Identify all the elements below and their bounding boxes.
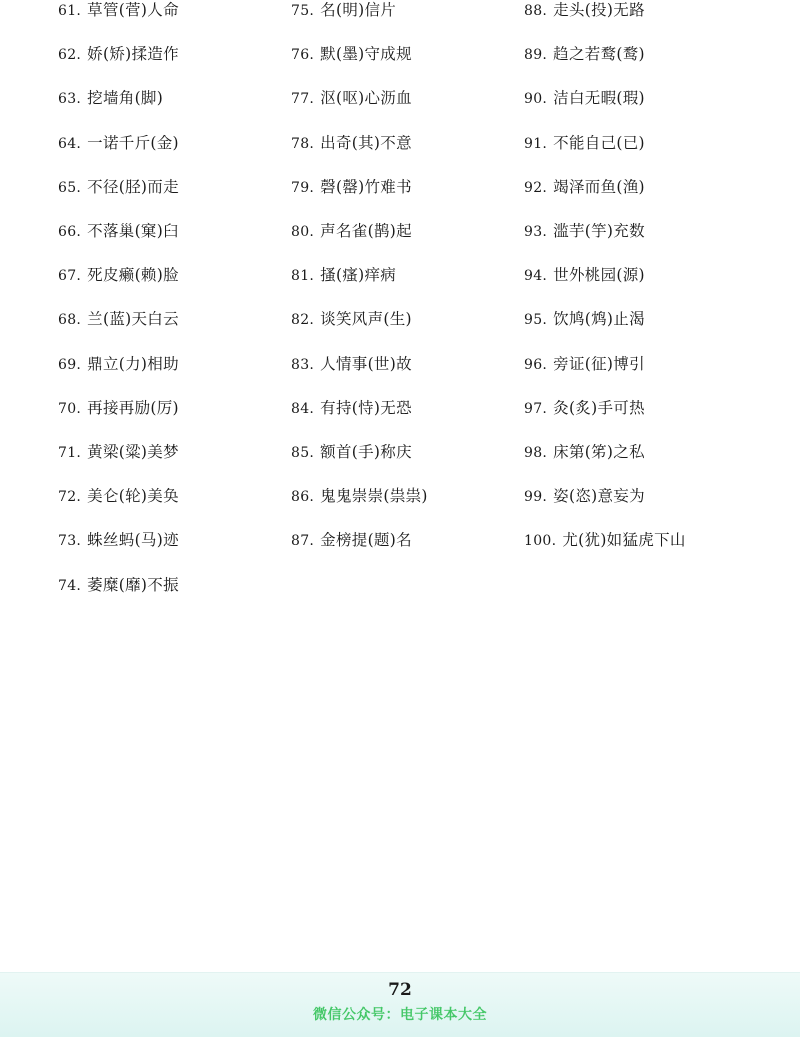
entry-item (524, 265, 645, 286)
entry-text: 沤(呕)心沥血 (320, 89, 412, 108)
entry-text: 不径(胫)而走 (87, 177, 179, 196)
entry-number: 74. (58, 577, 82, 594)
entry-text: 兰(蓝)天白云 (87, 310, 179, 329)
entry-number: 91. (524, 135, 548, 152)
entry-number: 100. (524, 533, 557, 550)
entry-number: 88. (524, 3, 548, 19)
entry-text: 再接再励(厉) (87, 398, 179, 417)
entry-text: 娇(矫)揉造作 (87, 45, 179, 64)
entry-text: 额首(手)称庆 (320, 443, 412, 461)
entry-item (524, 486, 645, 507)
entry-item (524, 530, 686, 551)
entry-text: 走头(投)无路 (553, 1, 645, 19)
entry-item (524, 221, 645, 242)
entry-text: 姿(恣)意妄为 (553, 487, 645, 506)
entry-text: 声名雀(鹊)起 (320, 222, 412, 240)
entry-item (58, 133, 179, 154)
entry-item (524, 177, 645, 198)
entry-number: 61. (58, 3, 82, 19)
entry-item (524, 133, 645, 154)
entry-text: 蛛丝蚂(马)迹 (87, 531, 179, 550)
entry-number: 71. (58, 445, 82, 461)
entry-text: 世外桃园(源) (553, 266, 645, 285)
entry-item (291, 88, 412, 109)
entry-item (291, 309, 412, 330)
entry-item (524, 0, 645, 21)
entry-item (524, 44, 645, 65)
entry-text: 死皮癞(赖)脸 (87, 266, 179, 285)
entry-number: 79. (291, 179, 315, 196)
entry-number: 95. (524, 312, 548, 329)
entry-item (291, 486, 428, 507)
entry-item (291, 0, 396, 21)
entry-text: 床第(笫)之私 (553, 443, 645, 461)
entry-number: 98. (524, 445, 548, 461)
entry-item (524, 309, 645, 330)
entry-number: 64. (58, 135, 82, 152)
entry-number: 72. (58, 489, 82, 506)
entry-item (291, 398, 412, 419)
entry-item (524, 442, 645, 463)
entry-number: 89. (524, 47, 548, 64)
entry-text: 洁白无暇(瑕) (553, 89, 645, 108)
entry-number: 96. (524, 356, 548, 373)
entry-item (291, 177, 412, 198)
entry-number: 81. (291, 268, 315, 285)
entry-item (58, 398, 179, 419)
entry-number: 97. (524, 400, 548, 417)
entry-number: 92. (524, 179, 548, 196)
entry-item (58, 486, 179, 507)
entry-number: 76. (291, 47, 315, 64)
entry-item (291, 265, 396, 286)
entry-item (58, 221, 179, 242)
entry-item (58, 0, 179, 21)
entry-item (58, 530, 179, 551)
watermark-text: 微信公众号：电子课本大全 (313, 1007, 487, 1023)
entry-text: 搔(瘙)痒病 (320, 266, 397, 285)
entry-text: 金榜提(题)名 (320, 531, 412, 550)
entry-item (524, 398, 645, 419)
entry-number: 87. (291, 533, 315, 550)
entry-item (58, 88, 163, 109)
entry-text: 灸(炙)手可热 (553, 398, 645, 417)
entry-number: 85. (291, 445, 315, 461)
entry-number: 70. (58, 400, 82, 417)
entry-number: 80. (291, 224, 315, 240)
entry-text: 旁证(征)博引 (553, 354, 645, 373)
entry-item (58, 442, 179, 463)
entry-number: 77. (291, 91, 315, 108)
page-number: 72 (388, 980, 412, 1000)
entry-number: 66. (58, 224, 82, 240)
entry-text: 谈笑风声(生) (320, 310, 412, 329)
entry-text: 竭泽而鱼(渔) (553, 177, 645, 196)
entry-text: 有持(恃)无恐 (320, 398, 412, 417)
entry-number: 65. (58, 179, 82, 196)
entry-item (58, 575, 179, 596)
entry-text: 出奇(其)不意 (320, 133, 412, 152)
entry-number: 68. (58, 312, 82, 329)
entry-number: 67. (58, 268, 82, 285)
entry-text: 不能自己(已) (553, 133, 645, 152)
entry-text: 挖墙角(脚) (87, 89, 164, 108)
entry-text: 磬(罄)竹难书 (320, 177, 412, 196)
entry-number: 69. (58, 356, 82, 373)
entry-item (291, 530, 412, 551)
entry-text: 黄梁(粱)美梦 (87, 443, 179, 461)
entry-item (524, 354, 645, 375)
entry-number: 78. (291, 135, 315, 152)
entry-text: 人情事(世)故 (320, 354, 412, 373)
entry-text: 美仑(轮)美奂 (87, 487, 179, 506)
entry-text: 草管(菅)人命 (87, 1, 179, 19)
entry-item (58, 309, 179, 330)
entry-number: 84. (291, 400, 315, 417)
entry-number: 62. (58, 47, 82, 64)
entry-text: 趋之若鹜(鹜) (553, 45, 645, 64)
entry-text: 尤(犹)如猛虎下山 (562, 531, 686, 550)
entry-number: 90. (524, 91, 548, 108)
entry-text: 鬼鬼崇崇(祟祟) (320, 487, 428, 506)
entry-number: 94. (524, 268, 548, 285)
entry-text: 默(墨)守成规 (320, 45, 412, 64)
entry-text: 萎糜(靡)不振 (87, 575, 179, 594)
entry-number: 86. (291, 489, 315, 506)
entry-number: 83. (291, 356, 315, 373)
entry-item (524, 88, 645, 109)
entry-number: 82. (291, 312, 315, 329)
entry-number: 93. (524, 224, 548, 240)
entry-item (58, 354, 179, 375)
entry-item (58, 265, 179, 286)
entry-number: 99. (524, 489, 548, 506)
entry-number: 63. (58, 91, 82, 108)
entry-text: 一诺千斤(金) (87, 133, 179, 152)
entry-item (291, 221, 412, 242)
entry-item (291, 44, 412, 65)
entry-text: 滥芋(竽)充数 (553, 222, 645, 240)
entry-item (291, 133, 412, 154)
entry-item (58, 177, 179, 198)
entry-text: 饮鸠(鸩)止渴 (553, 310, 645, 329)
entry-text: 名(明)信片 (320, 1, 397, 19)
entry-item (291, 442, 412, 463)
entry-number: 75. (291, 3, 315, 19)
entry-item (58, 44, 179, 65)
entry-item (291, 354, 412, 375)
entry-number: 73. (58, 533, 82, 550)
entry-text: 鼎立(力)相助 (87, 354, 179, 373)
entry-text: 不落巢(窠)臼 (87, 222, 179, 240)
